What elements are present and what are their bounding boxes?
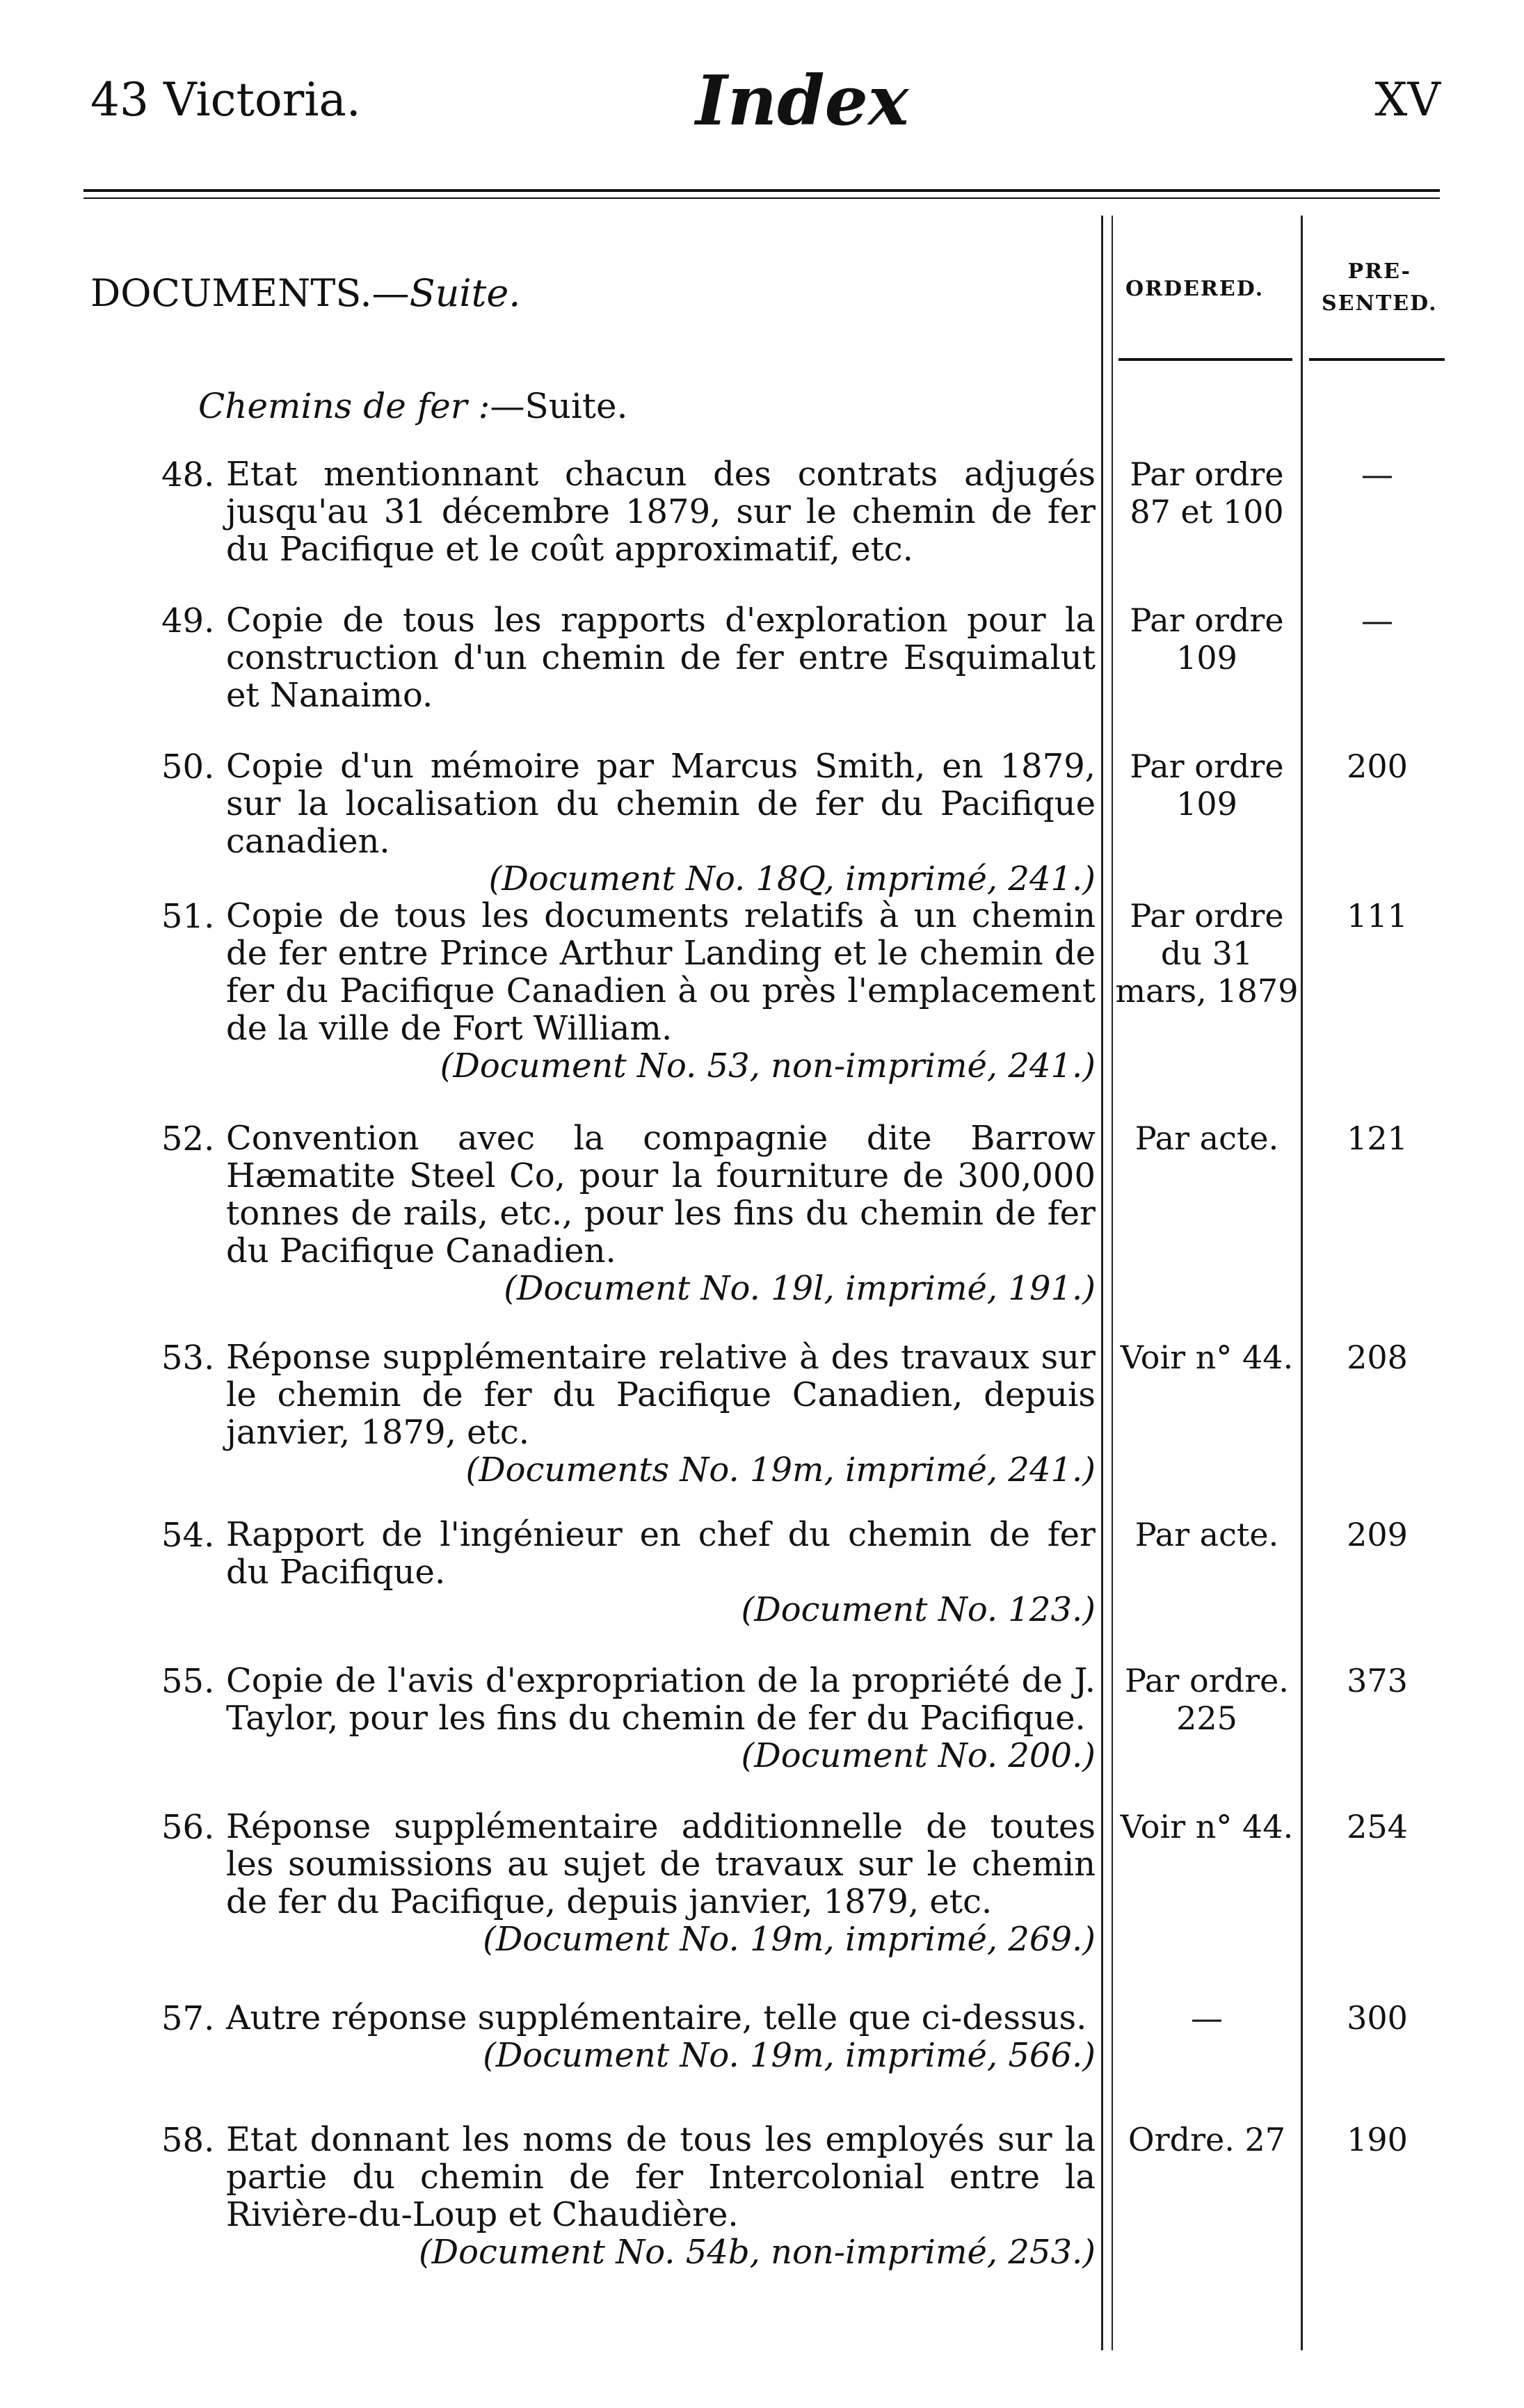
entry-description: Copie de l'avis d'expropriation de la propriété de J. Taylor, pour les fins du chemin de fer du Pacifique. [226, 1661, 1096, 1738]
entry-number: 58. [161, 2121, 215, 2160]
entry-description: Autre réponse supplémentaire, telle que ci-dessus. [226, 1998, 1087, 2037]
entry-presented: 200 [1347, 748, 1408, 785]
column-header-presented-1: PRE- [1347, 259, 1411, 284]
entry-ordered: Par ordre du 31 mars, 1879 [1115, 897, 1299, 1010]
entry-ordered: Voir n° 44. [1120, 1808, 1294, 1845]
entry-number: 48. [161, 455, 215, 494]
entry-presented: 254 [1347, 1808, 1408, 1845]
entry-ordered: Par ordre 109 [1130, 601, 1284, 677]
entry-document-ref: (Document No. 123.) [741, 1590, 1096, 1629]
subsection-title [198, 386, 627, 426]
entry-number: 50. [161, 748, 215, 786]
entry-ordered: — [1191, 1999, 1223, 2037]
entry-description: Etat mentionnant chacun des contrats adjugés jusqu'au 31 décembre 1879, sur le chemin de fer du Pacifique et le coût approximatif, etc. [226, 455, 1096, 569]
entry-ordered: Par ordre 87 et 100 [1130, 455, 1284, 531]
entry-ordered: Par acte. [1134, 1120, 1279, 1157]
section-title-suffix: Suite. [409, 271, 521, 315]
running-head-left: 43 Victoria. [90, 73, 361, 127]
column-header-presented [1322, 256, 1438, 320]
section-title-text: DOCUMENTS.— [90, 271, 410, 315]
entry-number: 52. [161, 1120, 215, 1158]
column-divider-2 [1301, 216, 1303, 2350]
entry-number: 55. [161, 1662, 215, 1701]
entry-ordered: Par ordre 109 [1130, 748, 1284, 823]
entry-presented: 373 [1347, 1662, 1408, 1699]
column-header-rule-presented [1309, 358, 1445, 361]
entry-text [226, 1120, 1096, 1307]
entry-ordered: Voir n° 44. [1120, 1339, 1294, 1376]
entry-document-ref: (Document No. 53, non-imprimé, 241.) [440, 1047, 1096, 1085]
entry-description: Copie de tous les documents relatifs à un chemin de fer entre Prince Arthur Landing et le chemin de fer du Pacifique Canadien à ou près l'emplacement de la ville de Fort William. [226, 896, 1096, 1048]
entry-description: Réponse supplémentaire additionnelle de toutes les soumissions au sujet de travaux sur le chemin de fer du Pacifique, depuis janvier, 1879, etc. [226, 1807, 1096, 1921]
entry-text [226, 1662, 1096, 1775]
subsection-title-suffix: —Suite. [490, 386, 628, 426]
entry-description: Copie de tous les rapports d'exploration pour la construction d'un chemin de fer entre Esquimalut et Nanaimo. [226, 601, 1096, 715]
entry-document-ref: (Document No. 19m, imprimé, 269.) [483, 1920, 1096, 1959]
entry-number: 54. [161, 1516, 215, 1555]
entry-text [226, 455, 1096, 568]
subsection-title-text: Chemins de fer : [198, 386, 490, 426]
entry-text [226, 2121, 1096, 2271]
entry-number: 51. [161, 897, 215, 936]
entry-document-ref: (Document No. 200.) [741, 1736, 1096, 1775]
column-header-rule-ordered [1118, 358, 1292, 361]
column-divider-1 [1101, 216, 1103, 2350]
entry-description: Copie d'un mémoire par Marcus Smith, en 1879, sur la localisation du chemin de fer du Pacifique canadien. [226, 747, 1096, 861]
entry-presented: — [1361, 455, 1393, 493]
entry-document-ref: (Documents No. 19m, imprimé, 241.) [465, 1451, 1096, 1489]
page-number: XV [1374, 73, 1441, 127]
entry-description: Rapport de l'ingénieur en chef du chemin de fer du Pacifique. [226, 1515, 1096, 1592]
entry-text [226, 1808, 1096, 1958]
entry-presented: 111 [1347, 897, 1408, 935]
entry-description: Réponse supplémentaire relative à des travaux sur le chemin de fer du Pacifique Canadien, depuis janvier, 1879, etc. [226, 1338, 1096, 1452]
entry-text [226, 748, 1096, 898]
entry-document-ref: (Document No. 18Q, imprimé, 241.) [488, 859, 1096, 898]
column-header-presented-2: SENTED. [1322, 291, 1438, 316]
entry-presented: 121 [1347, 1120, 1408, 1157]
running-head-title: Index [696, 61, 909, 141]
section-title [90, 271, 520, 315]
entry-text [226, 1516, 1096, 1629]
entry-text [226, 1999, 1096, 2074]
entry-ordered: Par acte. [1134, 1516, 1279, 1553]
entry-ordered: Par ordre. 225 [1125, 1662, 1289, 1737]
entry-presented: 209 [1347, 1516, 1408, 1553]
entry-document-ref: (Document No. 54b, non-imprimé, 253.) [418, 2233, 1096, 2272]
column-header-ordered: ORDERED. [1125, 277, 1265, 301]
header-rule-thick [83, 189, 1440, 192]
entry-document-ref: (Document No. 19m, imprimé, 566.) [483, 2036, 1096, 2075]
entry-number: 53. [161, 1339, 215, 1377]
entry-presented: 300 [1347, 1999, 1408, 2037]
entry-ordered: Ordre. 27 [1128, 2121, 1286, 2158]
entry-presented: 208 [1347, 1339, 1408, 1376]
entry-document-ref: (Document No. 19l, imprimé, 191.) [504, 1269, 1096, 1308]
entry-description: Convention avec la compagnie dite Barrow Hæmatite Steel Co, pour la fourniture de 300,000 tonnes de rails, etc., pour les fins du chemin de fer du Pacifique Canadien. [226, 1119, 1096, 1270]
entry-text [226, 1339, 1096, 1489]
entry-text [226, 897, 1096, 1085]
header-rule-thin [83, 197, 1440, 199]
entry-presented: — [1361, 601, 1393, 639]
entry-presented: 190 [1347, 2121, 1408, 2158]
entry-number: 56. [161, 1808, 215, 1847]
entry-text [226, 601, 1096, 714]
entry-description: Etat donnant les noms de tous les employés sur la partie du chemin de fer Intercolonial entre la Rivière-du-Loup et Chaudière. [226, 2120, 1096, 2234]
entry-number: 49. [161, 601, 215, 640]
entry-number: 57. [161, 1999, 215, 2038]
